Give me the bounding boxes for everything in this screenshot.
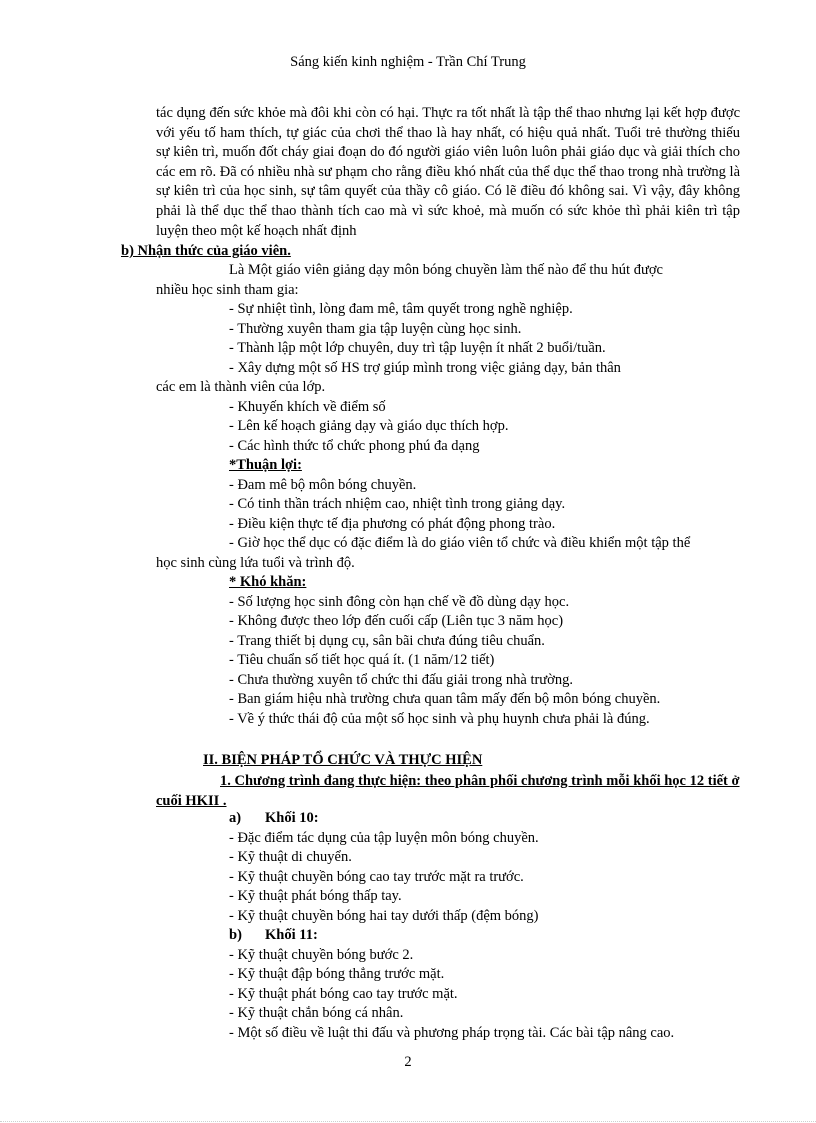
list-item: - Tiêu chuẩn số tiết học quá ít. (1 năm/12 tiết): [229, 652, 495, 668]
list-item: - Thành lập một lớp chuyên, duy trì tập luyện ít nhất 2 buổi/tuần.: [229, 340, 606, 356]
khoi-11-label: Khối 11:: [265, 927, 318, 943]
section-2-1-heading: 1. Chương trình đang thực hiện: theo phân phối chương trình mỗi khối học 12 tiết ở cuối HKII .: [156, 773, 740, 809]
list-item: - Kỹ thuật chuyền bóng bước 2.: [229, 947, 414, 963]
list-item: - Điều kiện thực tế địa phương có phát động phong trào.: [229, 516, 556, 532]
list-item: - Xây dựng một số HS trợ giúp mình trong việc giảng dạy, bản thân: [229, 360, 621, 376]
list-item: - Chưa thường xuyên tổ chức thi đấu giải trong nhà trường.: [229, 672, 573, 688]
list-item: - Ban giám hiệu nhà trường chưa quan tâm mấy đến bộ môn bóng chuyền.: [229, 691, 661, 707]
list-item: - Kỹ thuật chuyền bóng cao tay trước mặt ra trước.: [229, 869, 524, 885]
list-item: - Về ý thức thái độ của một số học sinh và phụ huynh chưa phải là đúng.: [229, 711, 650, 727]
page-header: Sáng kiến kinh nghiệm - Trần Chí Trung: [290, 54, 526, 70]
intro-paragraph: tác dụng đến sức khỏe mà đôi khi còn có hại. Thực ra tốt nhất là tập thể thao nhưng lại kết hợp được với yếu tố ham thích, tự giác của chơi thể thao là hay nhất, có hiệu quả nhất. Tuổi trẻ thường thiếu sự kiên trì, muốn đốt cháy giai đoạn do đó người giáo viên luôn luôn phải giáo dục và giải thích cho các em rõ. Đã có nhiều nhà sư phạm cho rằng điều khó nhất của thể dục thể thao trong nhà trường là sự kiên trì của học sinh, sự tâm quyết của thầy cô giáo. Có lẽ điều đó không sai. Vì vậy, đây không phải là thể dục thể thao thành tích cao mà vì sức khoẻ, mà muốn có sức khỏe thì phải kiên trì tập luyện theo một kế hoạch nhất định: [156, 105, 740, 239]
list-item: - Kỹ thuật phát bóng cao tay trước mặt.: [229, 986, 458, 1002]
list-item: - Thường xuyên tham gia tập luyện cùng học sinh.: [229, 321, 522, 337]
list-item: - Đam mê bộ môn bóng chuyền.: [229, 477, 417, 493]
list-item: - Kỹ thuật đập bóng thẳng trước mặt.: [229, 966, 445, 982]
page-number: 2: [404, 1054, 412, 1070]
section-b-heading: b) Nhận thức của giáo viên.: [121, 243, 291, 259]
list-item-continuation: học sinh cùng lứa tuổi và trình độ.: [156, 555, 355, 571]
list-item: - Không được theo lớp đến cuối cấp (Liên tục 3 năm học): [229, 613, 564, 629]
list-item: - Kỹ thuật di chuyển.: [229, 849, 352, 865]
body-line: Là Một giáo viên giảng dạy môn bóng chuyền làm thế nào để thu hút được: [229, 262, 663, 278]
list-item: - Trang thiết bị dụng cụ, sân bãi chưa đúng tiêu chuẩn.: [229, 633, 545, 649]
list-item: - Giờ học thể dục có đặc điểm là do giáo viên tổ chức và điều khiển một tập thể: [229, 535, 691, 551]
khoi-10-label: Khối 10:: [265, 810, 319, 826]
list-item: - Số lượng học sinh đông còn hạn chế về đồ dùng dạy học.: [229, 594, 570, 610]
list-item: - Đặc điểm tác dụng của tập luyện môn bóng chuyền.: [229, 830, 539, 846]
list-item: - Lên kế hoạch giảng dạy và giáo dục thích hợp.: [229, 418, 509, 434]
advantages-heading: *Thuận lợi:: [229, 457, 302, 473]
khoi-10-marker: a): [229, 810, 242, 826]
page-bottom-divider: [0, 1121, 816, 1122]
list-item: - Các hình thức tổ chức phong phú đa dạng: [229, 438, 480, 454]
list-item: - Một số điều về luật thi đấu và phương pháp trọng tài. Các bài tập nâng cao.: [229, 1025, 675, 1041]
khoi-11-marker: b): [229, 927, 242, 943]
list-item: - Có tinh thần trách nhiệm cao, nhiệt tình trong giảng dạy.: [229, 496, 566, 512]
list-item: - Sự nhiệt tình, lòng đam mê, tâm quyết trong nghề nghiệp.: [229, 301, 573, 317]
list-item: - Kỹ thuật chuyền bóng hai tay dưới thấp (đệm bóng): [229, 908, 539, 924]
list-item: - Kỹ thuật phát bóng thấp tay.: [229, 888, 402, 904]
list-item: - Khuyến khích về điểm số: [229, 399, 386, 415]
list-item-continuation: các em là thành viên của lớp.: [156, 379, 326, 395]
section-2-heading: II. BIỆN PHÁP TỔ CHỨC VÀ THỰC HIỆN: [203, 752, 483, 768]
difficulties-heading: * Khó khăn:: [229, 574, 307, 590]
list-item: - Kỹ thuật chắn bóng cá nhân.: [229, 1005, 404, 1021]
body-line: nhiều học sinh tham gia:: [156, 282, 299, 298]
